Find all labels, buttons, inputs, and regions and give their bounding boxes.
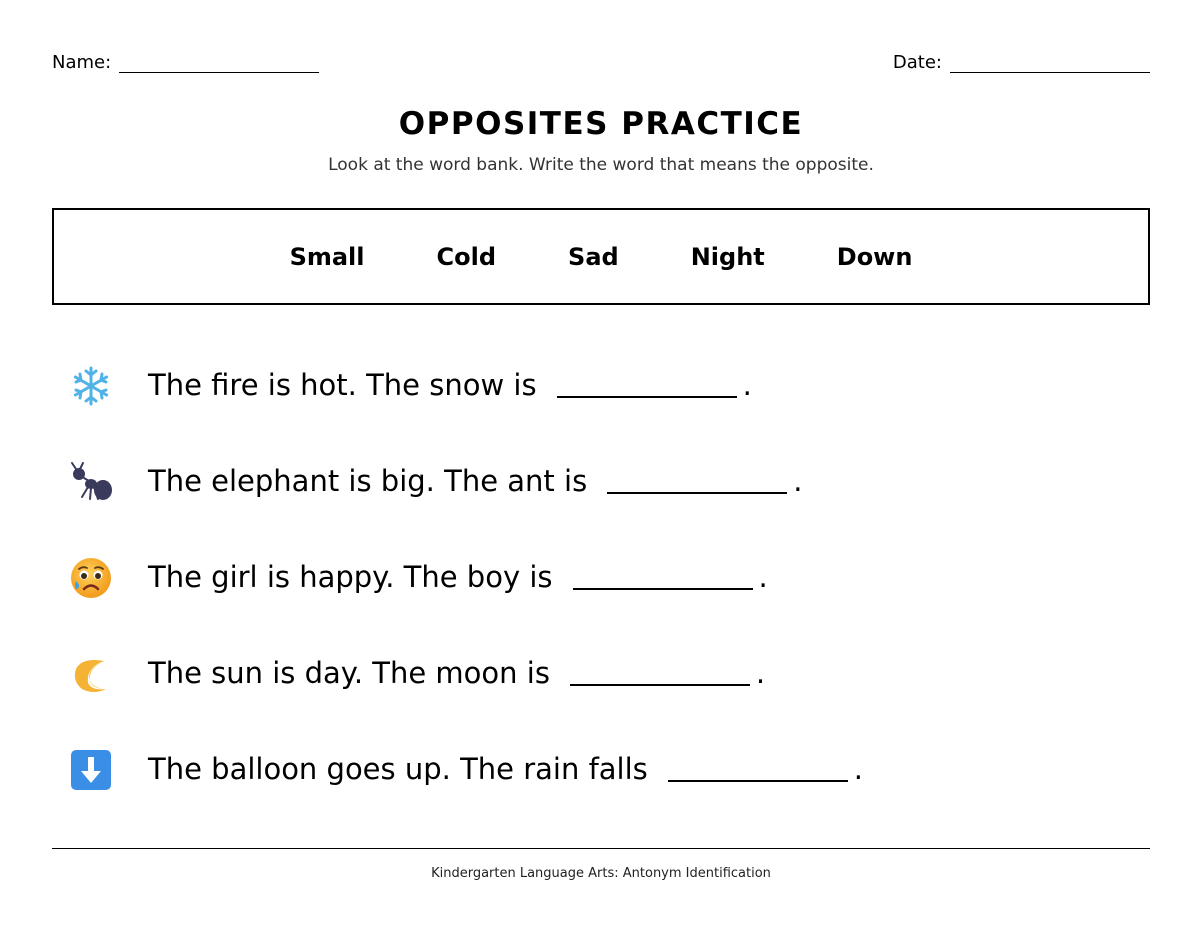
question-sentence: The balloon goes up. The rain falls bbox=[148, 752, 648, 786]
date-line bbox=[950, 54, 1150, 73]
question-sentence: The fire is hot. The snow is bbox=[148, 368, 537, 402]
question-row bbox=[70, 360, 1130, 456]
footer-text: Kindergarten Language Arts: Antonym Identification bbox=[431, 866, 771, 881]
header-row bbox=[52, 52, 1150, 76]
date-field-group bbox=[893, 52, 1150, 73]
question-period: . bbox=[793, 464, 803, 498]
question-row bbox=[70, 648, 1130, 744]
question-text bbox=[148, 648, 765, 698]
sad-face-icon bbox=[70, 557, 112, 599]
question-period: . bbox=[755, 656, 766, 690]
name-label: Name: bbox=[52, 52, 112, 73]
word-bank bbox=[52, 208, 1150, 305]
word-bank-item: Cold bbox=[436, 242, 497, 271]
down-arrow-icon bbox=[70, 749, 112, 791]
answer-blank[interactable] bbox=[570, 660, 750, 686]
question-sentence: The sun is day. The moon is bbox=[148, 656, 550, 690]
question-text bbox=[148, 360, 752, 410]
ant-icon bbox=[70, 461, 112, 503]
instructions: Look at the word bank. Write the word that means the opposite. bbox=[328, 155, 874, 175]
page-title: OPPOSITES PRACTICE bbox=[398, 106, 804, 142]
question-text bbox=[148, 552, 768, 602]
answer-blank[interactable] bbox=[557, 372, 737, 398]
name-line bbox=[119, 54, 319, 73]
question-period: . bbox=[742, 368, 752, 402]
name-field-group bbox=[52, 52, 319, 73]
word-bank-item: Night bbox=[690, 242, 765, 271]
question-row bbox=[70, 744, 1130, 840]
question-row bbox=[70, 552, 1130, 648]
question-sentence: The girl is happy. The boy is bbox=[148, 560, 553, 594]
question-row bbox=[70, 456, 1130, 552]
question-sentence: The elephant is big. The ant is bbox=[148, 464, 588, 498]
question-list bbox=[70, 360, 1130, 840]
question-text bbox=[148, 456, 802, 506]
answer-blank[interactable] bbox=[607, 468, 787, 494]
crescent-moon-icon bbox=[70, 653, 112, 695]
answer-blank[interactable] bbox=[573, 564, 753, 590]
question-period: . bbox=[853, 752, 864, 786]
question-text bbox=[148, 744, 863, 794]
date-label: Date: bbox=[892, 52, 942, 73]
question-period: . bbox=[758, 560, 768, 594]
word-bank-item: Small bbox=[289, 242, 365, 271]
word-bank-item: Down bbox=[836, 242, 913, 271]
word-bank-item: Sad bbox=[568, 242, 619, 271]
snowflake-icon bbox=[70, 365, 112, 407]
worksheet-page bbox=[52, 0, 1150, 934]
footer-divider bbox=[52, 848, 1150, 849]
answer-blank[interactable] bbox=[668, 756, 848, 782]
